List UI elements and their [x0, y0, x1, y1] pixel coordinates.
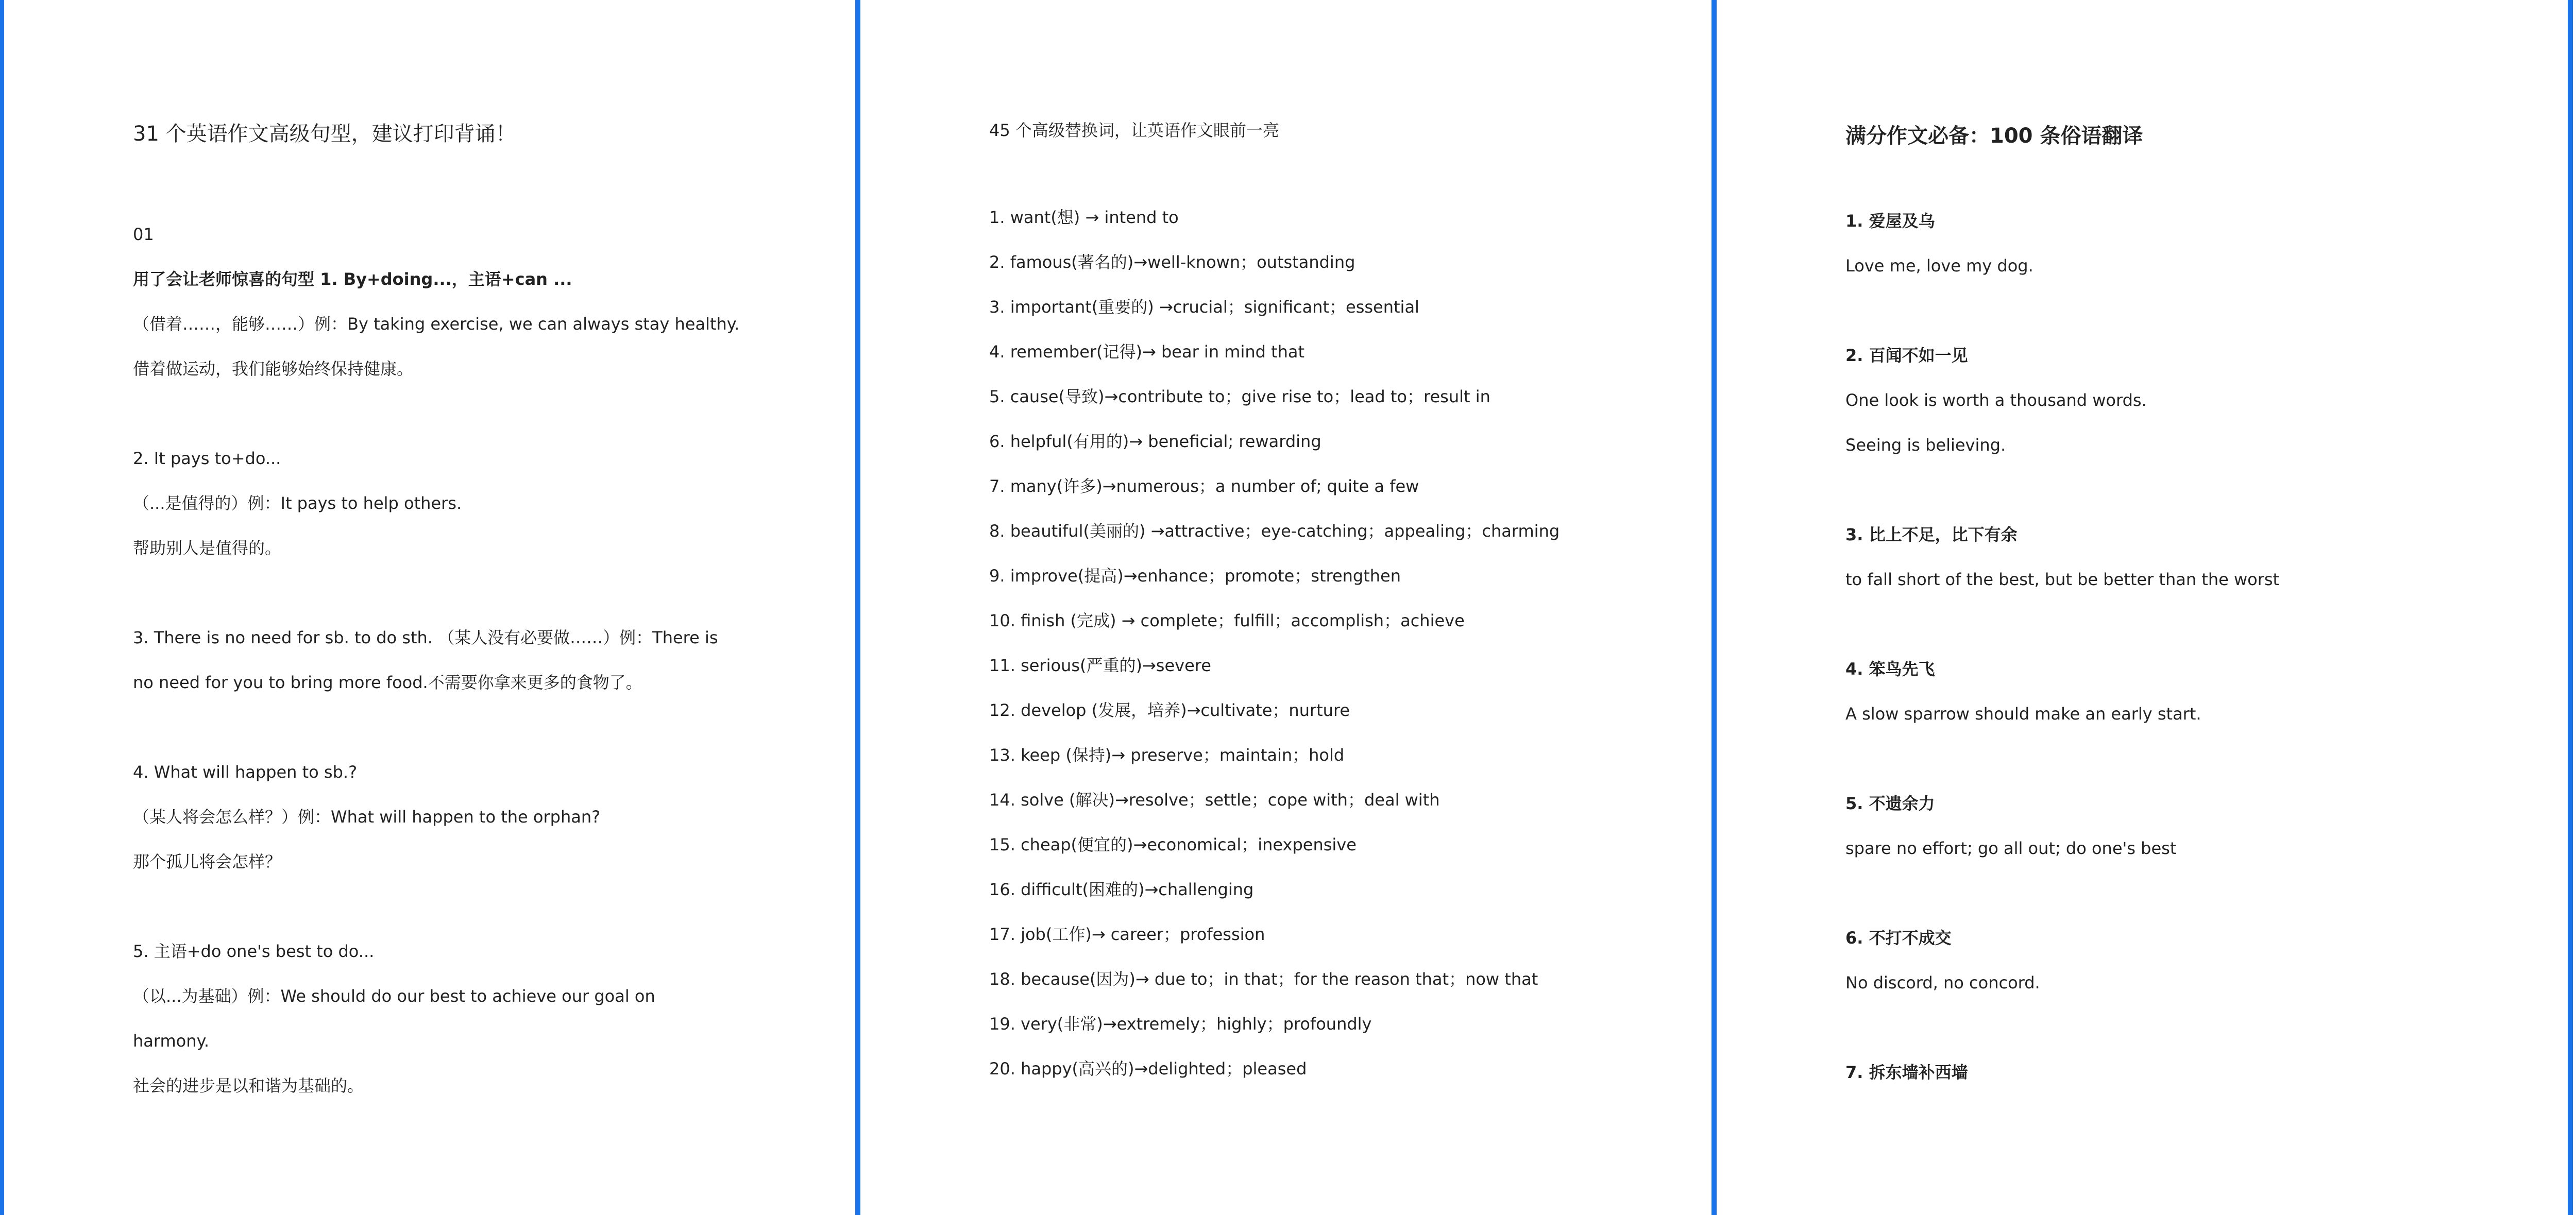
- text-line: One look is worth a thousand words.: [1845, 390, 2147, 410]
- text-line: 2. famous(著名的)→well-known；outstanding: [989, 252, 1355, 272]
- text-line: 20. happy(高兴的)→delighted；pleased: [989, 1059, 1307, 1079]
- text-line: 14. solve (解决)→resolve；settle；cope with；deal with: [989, 790, 1440, 810]
- text-line: 16. difficult(困难的)→challenging: [989, 880, 1254, 899]
- text-line: 13. keep (保持)→ preserve；maintain；hold: [989, 745, 1345, 765]
- panel-divider: [1711, 0, 1717, 1215]
- text-line: 2. 百闻不如一见: [1845, 346, 1968, 365]
- text-line: 7. many(许多)→numerous；a number of; quite a few: [989, 476, 1419, 496]
- panel-advanced-phrases: [2573, 0, 2576, 1215]
- text-line: spare no effort; go all out; do one's best: [1845, 838, 2177, 858]
- text-line: 3. There is no need for sb. to do sth. （某人没有必要做……）例：There is: [133, 628, 718, 647]
- text-line: 6. 不打不成交: [1845, 928, 1952, 948]
- panel-divider: [2568, 0, 2573, 1215]
- text-line: 帮助别人是值得的。: [133, 538, 282, 558]
- text-line: 用了会让老师惊喜的句型 1. By+doing...，主语+can ...: [133, 269, 572, 289]
- text-line: 3. important(重要的) →crucial；significant；essential: [989, 297, 1419, 317]
- text-line: 10. finish (完成) → complete；fulfill；accomplish；achieve: [989, 611, 1465, 630]
- text-line: 4. remember(记得)→ bear in mind that: [989, 342, 1305, 362]
- panel-divider: [855, 0, 860, 1215]
- text-line: （借着……，能够……）例：By taking exercise, we can always stay healthy.: [133, 314, 740, 334]
- text-line: 5. 不遗余力: [1845, 794, 1935, 813]
- text-line: 3. 比上不足，比下有余: [1845, 525, 2018, 544]
- text-line: 9. improve(提高)→enhance；promote；strengthen: [989, 566, 1401, 586]
- text-line: No discord, no concord.: [1845, 973, 2040, 992]
- panel-advanced-words: [860, 0, 1711, 1215]
- text-line: 那个孤儿将会怎样？: [133, 852, 282, 871]
- text-line: 借着做运动，我们能够始终保持健康。: [133, 359, 414, 379]
- panel-title: 45 个高级替换词，让英语作文眼前一亮: [989, 121, 1279, 140]
- text-line: 5. 主语+do one's best to do...: [133, 942, 375, 961]
- text-line: （以...为基础）例：We should do our best to achieve our goal on: [133, 986, 655, 1006]
- text-line: 1. 爱屋及乌: [1845, 211, 1935, 231]
- text-line: 5. cause(导致)→contribute to；give rise to；lead to；result in: [989, 387, 1490, 406]
- text-line: 4. 笨鸟先飞: [1845, 659, 1935, 679]
- frame-left-edge: [0, 0, 4, 1215]
- panel-title: 满分作文必备：100 条俗语翻译: [1845, 124, 2143, 148]
- panel-idiom-translations: [1717, 0, 2568, 1215]
- text-line: to fall short of the best, but be better than the worst: [1845, 570, 2280, 589]
- text-line: （...是值得的）例：It pays to help others.: [133, 493, 462, 513]
- text-line: no need for you to bring more food.不需要你拿来更多的食物了。: [133, 673, 642, 692]
- text-line: 7. 拆东墙补西墙: [1845, 1063, 1968, 1082]
- text-line: 11. serious(严重的)→severe: [989, 656, 1211, 675]
- text-line: 1. want(想) → intend to: [989, 208, 1179, 227]
- text-line: 8. beautiful(美丽的) →attractive；eye-catching；appealing；charming: [989, 521, 1560, 541]
- text-line: 6. helpful(有用的)→ beneficial; rewarding: [989, 432, 1321, 451]
- text-line: Love me, love my dog.: [1845, 256, 2033, 276]
- text-line: 01: [133, 225, 154, 244]
- text-line: 15. cheap(便宜的)→economical；inexpensive: [989, 835, 1357, 854]
- panel-sentence-patterns: [4, 0, 855, 1215]
- text-line: harmony.: [133, 1031, 210, 1051]
- panel-title: 31 个英语作文高级句型，建议打印背诵！: [133, 122, 516, 146]
- text-line: Seeing is believing.: [1845, 435, 2006, 455]
- text-line: （某人将会怎么样？）例：What will happen to the orphan?: [133, 807, 601, 827]
- text-line: 4. What will happen to sb.?: [133, 762, 358, 782]
- text-line: A slow sparrow should make an early start.: [1845, 704, 2201, 724]
- text-line: 12. develop (发展，培养)→cultivate；nurture: [989, 700, 1350, 720]
- text-line: 17. job(工作)→ career；profession: [989, 925, 1265, 944]
- text-line: 18. because(因为)→ due to；in that；for the reason that；now that: [989, 969, 1538, 989]
- text-line: 19. very(非常)→extremely；highly；profoundly: [989, 1014, 1372, 1034]
- text-line: 社会的进步是以和谐为基础的。: [133, 1076, 364, 1096]
- text-line: 2. It pays to+do...: [133, 449, 281, 468]
